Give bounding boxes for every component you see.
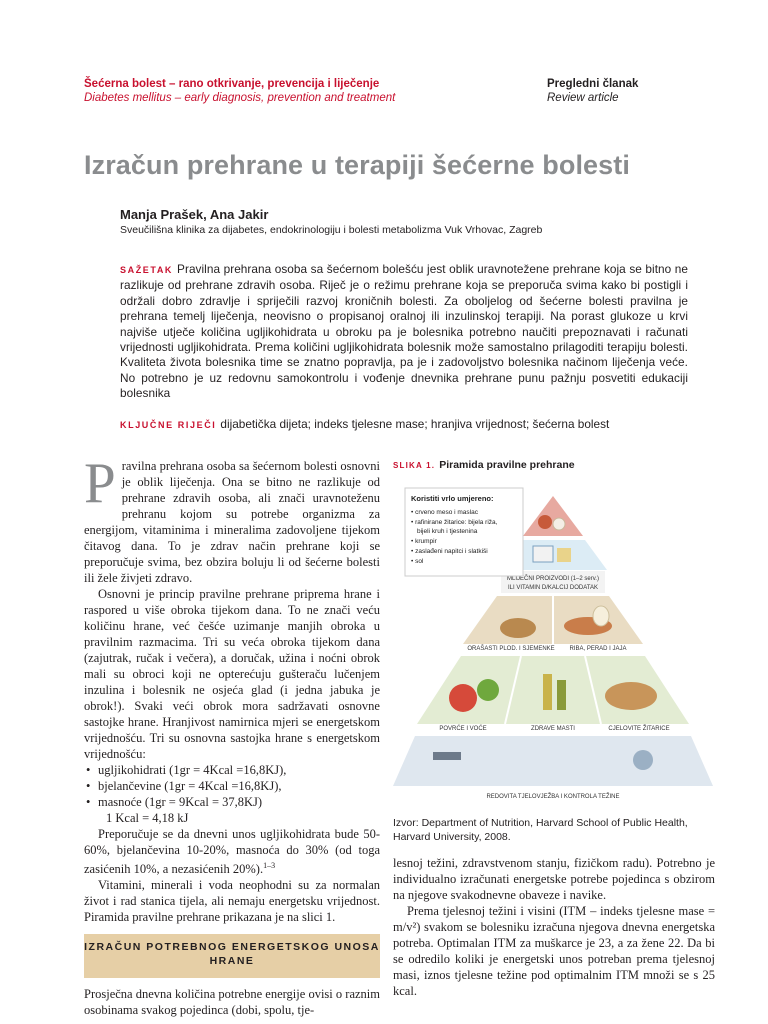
paragraph-bmi: Prema tjelesnoj težini i visini (ITM – indeks tjelesne mase = m/v²) svakom se bolesniku izračuna njegova dnevna energetska potreba. Optimalan ITM za muškarce je 23, a za žene 22. Da bi se odredilo koliki je energetski unos potreban prema tjelesnoj masi, iznos tjelesne težine pod optimalnim ITM množi se s 25 kcal. xyxy=(393,904,715,998)
scale-icon xyxy=(633,750,653,770)
oil-bottle-icon xyxy=(557,680,566,710)
nutrient-item: • masnoće (1gr = 9Kcal = 37,8KJ) xyxy=(98,794,380,810)
keywords-label: KLJUČNE RIJEČI xyxy=(120,420,217,430)
nuts-label: ORAŠASTI PLOD. I SJEMENKE xyxy=(467,646,555,652)
authors: Manja Prašek, Ana Jakir xyxy=(120,207,269,222)
article-title: Izračun prehrane u terapiji šećerne bolesti xyxy=(84,150,630,180)
affiliation: Sveučilišna klinika za dijabetes, endokrinologiju i bolesti metabolizma Vuk Vrhovac, Zagreb xyxy=(120,224,543,236)
figure-caption-text: Piramida pravilne prehrane xyxy=(439,459,575,471)
oil-bottle-icon xyxy=(543,674,552,710)
legend-item: • krumpir xyxy=(411,538,437,545)
paragraph-energy-start: Prosječna dnevna količina potrebne energije ovisi o raznim osobinama svakog pojedinca (dobi, spolu, tje- xyxy=(84,987,380,1017)
pyramid-base-tier xyxy=(393,736,713,786)
dumbbell-icon xyxy=(433,752,461,760)
grains-label: CJELOVITE ŽITARICE xyxy=(608,726,670,732)
series-title-hr: Šećerna bolest – rano otkrivanje, prevencija i liječenje xyxy=(84,78,380,90)
legend-item: bijeli kruh i tjestenina xyxy=(417,528,478,535)
figure-caption xyxy=(393,459,575,471)
legend-item: • crveno meso i maslac xyxy=(411,509,478,516)
series-title-en: Diabetes mellitus – early diagnosis, prevention and treatment xyxy=(84,92,396,104)
abstract-label: SAŽETAK xyxy=(120,265,174,275)
abstract xyxy=(120,262,688,402)
figure-source: Izvor: Department of Nutrition, Harvard School of Public Health, Harvard University, 2008. xyxy=(393,817,688,843)
egg-icon xyxy=(593,606,609,626)
meat-label: RIBA, PERAD I JAJA xyxy=(569,646,627,652)
bread-icon xyxy=(605,682,657,710)
dairy-alt-label: ILI VITAMIN D/KALCIJ DODATAK xyxy=(507,585,599,591)
nutrient-item: • bjelančevine (1gr = 4Kcal =16,8KJ), xyxy=(98,778,380,794)
paragraph-energy-cont: lesnoj težini, zdravstvenom stanju, fizičkom radu). Potrebno je individualno izračunati energetske potrebe pojedinca s obzirom na njegove svakodnevne obaveze i navike. xyxy=(393,856,715,902)
red-meat-icon xyxy=(538,515,552,529)
legend-item: • rafinirane žitarice: bijela riža, xyxy=(411,519,498,526)
dairy-label: MLIJEČNI PROIZVODI (1–2 serv.) xyxy=(507,576,599,582)
paragraph-vitamins: Vitamini, minerali i voda neophodni su za normalan život i rad stanica tijela, ali nemaju energetsku vrijednost. Piramida pravilne prehrane prikazana je na slici 1. xyxy=(84,878,380,925)
abstract-text: Pravilna prehrana osoba sa šećernom bolešću jest oblik uravnotežene prehrane koja se bitno ne razlikuje od prehrane zdravih osoba. Riječ je o režimu prehrane koja se preporuča svima kako bi postigli i održali dobro zdravlje i spriječili razvoj kroničnih bolesti. Za oboljelog od šećerne bolesti pravilna je prehrana temelj liječenja, neovisno o propisanoj oralnoj ili inzulinskoj terapiji. Na porast glukoze u krvi najviše utječe količina ugljikohidrata u obroku pa je bolesnika potrebno naučiti prepoznavati i računati vrijednosti ugljikohidrata. Prema količini ugljikohidrata bolesnik može samostalno prilagoditi terapiju bolesti. Kvaliteta života bolesnika time se znatno popravlja, pa je i zadovoljstvo bolesnika načinom liječenja veće. No potrebno je uz redovnu samokontrolu i vođenje dnevnika prehrane punu pažnju posvetiti edukaciji bolesnika xyxy=(120,262,688,401)
nutrient-item: • ugljikohidrati (1gr = 4Kcal =16,8KJ), xyxy=(98,762,380,778)
body-column-left xyxy=(84,452,380,925)
paragraph-intro: ravilna prehrana osoba sa šećernom bolesti osnovni je oblik liječenja. Ona se bitno ne razlikuje od prehrane zdravih osoba, ali znači uravnoteženu prehranu kojom su potrebe organizma za energijom, vitaminima i mineralima zadovoljene tijekom čitavog dana. To je zdrav način prehrane koji se preporučuje svima, bez obzira boluju li od šećerne bolesti ili žele živjeti zdravo. xyxy=(84,459,380,585)
reference-marker: 1–3 xyxy=(263,861,276,870)
section-heading: IZRAČUN POTREBNOG ENERGETSKOG UNOSA HRANE xyxy=(84,941,380,967)
legend-title: Koristiti vrlo umjereno: xyxy=(411,494,494,503)
food-pyramid-figure xyxy=(393,478,713,808)
paragraph-recommendation xyxy=(84,826,380,877)
rice-bowl-icon xyxy=(553,518,565,530)
veg-label: POVRĆE I VOĆE xyxy=(439,726,487,732)
figure-label: SLIKA 1. xyxy=(393,461,436,470)
kcal-conversion: 1 Kcal = 4,18 kJ xyxy=(106,811,189,825)
fats-label: ZDRAVE MASTI xyxy=(531,726,575,732)
keywords-text: dijabetička dijeta; indeks tjelesne mase; hranjiva vrijednost; šećerna bolest xyxy=(220,417,610,431)
fruit-icon xyxy=(477,679,499,701)
article-type-en: Review article xyxy=(547,92,619,104)
milk-carton-icon xyxy=(533,546,553,562)
legend-item: • sol xyxy=(411,558,424,565)
drop-cap: P xyxy=(84,452,116,515)
nutrient-list xyxy=(84,762,380,810)
keywords xyxy=(120,417,700,433)
paragraph-recommendation-text: Preporučuje se da dnevni unos ugljikohidrata bude 50-60%, bjelančevina 10-20%, masnoća do 30% (od toga zasićenih 10%, a nezasićenih 20%). xyxy=(84,827,380,877)
body-column-right xyxy=(393,855,715,999)
nuts-icon xyxy=(500,618,536,638)
article-type-hr: Pregledni članak xyxy=(547,78,639,90)
vegetables-icon xyxy=(449,684,477,712)
paragraph-principles: Osnovni je princip pravilne prehrane priprema hrane i raspored u više obroka tijekom dana. To ne znači veću količinu hrane, već češće uzimanje manjih obroka u pravilnim razmacima. Tri su veća obroka tijekom dana (zajutrak, ručak i večera), a doručak, užina i noćni obrok mali su obroci koji ne opterećuju gušteraču lučenjem inzulina i bolesnik ne osjeća glad (i jedna jabuka je obrok!). Svaki veći obrok mora sadržavati osnovne sastojke hrane. Hranjivost namirnica mjeri se energetskom vrijednošću. Tri su osnovna sastojka hrane s energetskom vrijednošću: xyxy=(84,587,380,761)
base-label: REDOVITA TJELOVJEŽBA I KONTROLA TEŽINE xyxy=(486,794,620,800)
cheese-icon xyxy=(557,548,571,562)
legend-item: • zaslađeni napitci i slatkiši xyxy=(411,548,488,555)
